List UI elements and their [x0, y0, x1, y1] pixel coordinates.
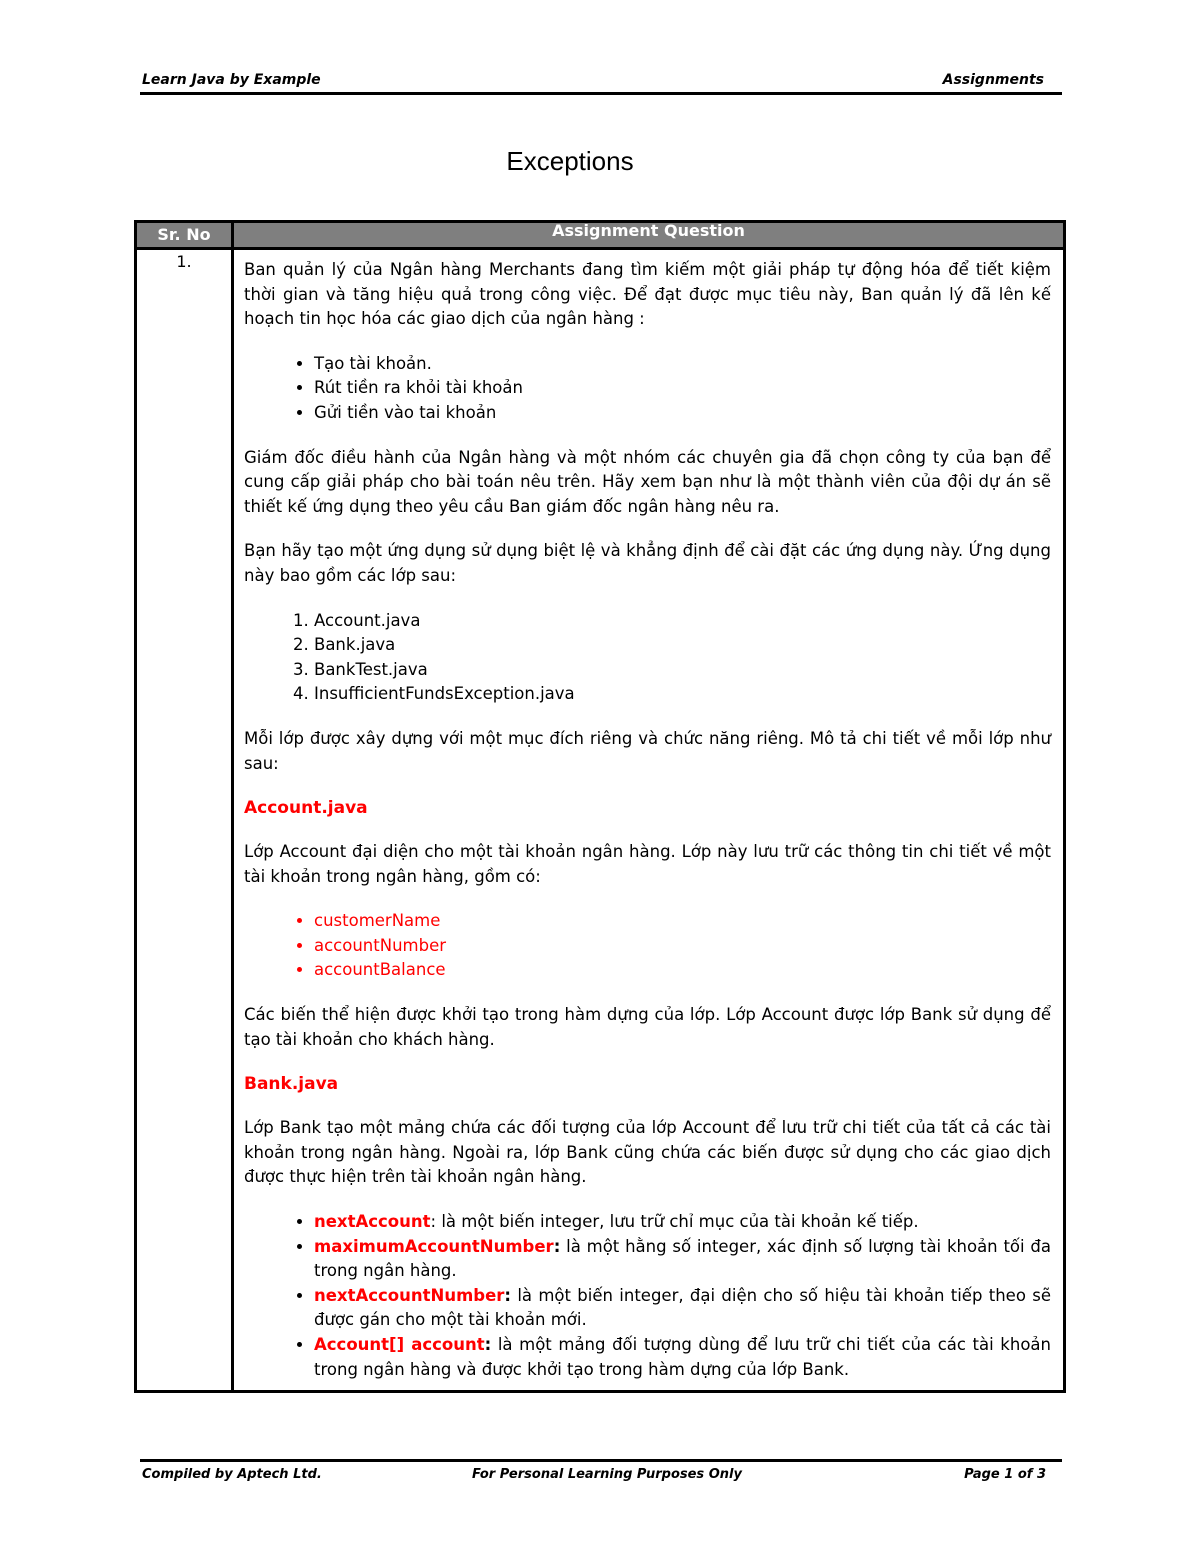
- list-item: • customerName: [314, 909, 1051, 934]
- field-name: Account[] account: [314, 1335, 485, 1354]
- list-item: • Gửi tiền vào tai khoản: [314, 401, 1051, 426]
- bank-description: Lớp Bank tạo một mảng chứa các đối tượng của lớp Account để lưu trữ chi tiết của tất cả các tài khoản trong ngân hàng. Ngoài ra, lớp Bank cũng chứa các biến được sử dụng cho các giao dịch được thực hiện trên tài khoản ngân hàng.: [244, 1118, 1051, 1187]
- field-description: là một biến integer, đại diện cho số hiệu tài khoản tiếp theo sẽ được gán cho một tài khoản mới.: [314, 1285, 1051, 1330]
- field-separator: :: [504, 1285, 512, 1305]
- classes-description-paragraph: Mỗi lớp được xây dựng với một mục đích riêng và chức năng riêng. Mô tả chi tiết về mỗi lớp như sau:: [244, 728, 1051, 773]
- list-item: • accountBalance: [314, 958, 1051, 983]
- header-right-text: Assignments: [942, 72, 1044, 88]
- assignment-content: [233, 249, 1065, 1392]
- field-description: là một biến integer, lưu trữ chỉ mục của tài khoản kế tiếp.: [436, 1212, 919, 1232]
- bank-fields-list: [244, 1210, 1051, 1382]
- list-item: [314, 1333, 1051, 1382]
- list-item: • Tạo tài khoản.: [314, 352, 1051, 377]
- header-left-text: Learn Java by Example: [142, 72, 321, 88]
- classes-list: [244, 609, 1051, 707]
- ceo-paragraph: Giám đốc điều hành của Ngân hàng và một nhóm các chuyên gia đã chọn công ty của bạn để cung cấp giải pháp cho bài toán nêu trên. Hãy xem bạn như là một thành viên của đội dự án sẽ thiết kế ứng dụng theo yêu cầu Ban giám đốc ngân hàng nêu ra.: [244, 447, 1051, 516]
- task-paragraph: Bạn hãy tạo một ứng dụng sử dụng biệt lệ và khẳng định để cài đặt các ứng dụng này. Ứng dụng này bao gồm các lớp sau:: [244, 541, 1051, 585]
- field-name: nextAccountNumber: [314, 1285, 505, 1305]
- account-note: Các biến thể hiện được khởi tạo trong hàm dựng của lớp. Lớp Account được lớp Bank sử dụng để tạo tài khoản cho khách hàng.: [244, 1005, 1051, 1049]
- field-description: là một mảng đối tượng dùng để lưu trữ chi tiết của các tài khoản trong ngân hàng và được khởi tạo trong hàm dựng của lớp Bank.: [314, 1335, 1051, 1379]
- table-row: [136, 249, 1065, 1392]
- account-description: Lớp Account đại diện cho một tài khoản ngân hàng. Lớp này lưu trữ các thông tin chi tiết về một tài khoản trong ngân hàng, gồm có:: [244, 842, 1051, 886]
- column-header-assignment-question: Assignment Question: [233, 222, 1065, 249]
- list-item: [314, 1284, 1051, 1333]
- column-header-sr-no: Sr. No: [136, 222, 233, 249]
- field-description: là một hằng số integer, xác định số lượng tài khoản tối đa trong ngân hàng.: [314, 1236, 1051, 1281]
- footer-middle-text: For Personal Learning Purposes Only: [472, 1467, 742, 1482]
- assignment-table: [134, 220, 1066, 1393]
- field-name: maximumAccountNumber: [314, 1236, 554, 1256]
- page-footer: [140, 1459, 1062, 1486]
- account-fields-list: [244, 909, 1051, 983]
- field-separator: :: [484, 1335, 492, 1354]
- list-item: 1. Account.java: [314, 609, 1051, 634]
- row-number: 1.: [136, 249, 233, 1392]
- field-separator: :: [430, 1212, 437, 1232]
- field-name: nextAccount: [314, 1212, 431, 1232]
- list-item: [314, 1210, 1051, 1235]
- field-separator: :: [553, 1236, 561, 1256]
- page-title: Exceptions: [506, 146, 634, 176]
- page-header: [140, 70, 1062, 95]
- table-header-row: [136, 222, 1065, 249]
- intro-paragraph: Ban quản lý của Ngân hàng Merchants đang tìm kiếm một giải pháp tự động hóa để tiết kiệm thời gian và tăng hiệu quả trong công việc. Để đạt được mục tiêu này, Ban quản lý đã lên kế hoạch tin học hóa các giao dịch của ngân hàng :: [244, 260, 1051, 329]
- bank-java-heading: Bank.java: [244, 1074, 339, 1095]
- list-item: • accountNumber: [314, 934, 1051, 959]
- footer-page-number: Page 1 of 3: [964, 1467, 1046, 1482]
- transactions-list: [244, 352, 1051, 426]
- list-item: 4. InsufficientFundsException.java: [314, 682, 1051, 707]
- list-item: 2. Bank.java: [314, 633, 1051, 658]
- list-item: • Rút tiền ra khỏi tài khoản: [314, 376, 1051, 401]
- list-item: [314, 1235, 1051, 1284]
- account-java-heading: Account.java: [244, 798, 368, 819]
- footer-left-text: Compiled by Aptech Ltd.: [142, 1467, 322, 1482]
- list-item: 3. BankTest.java: [314, 658, 1051, 683]
